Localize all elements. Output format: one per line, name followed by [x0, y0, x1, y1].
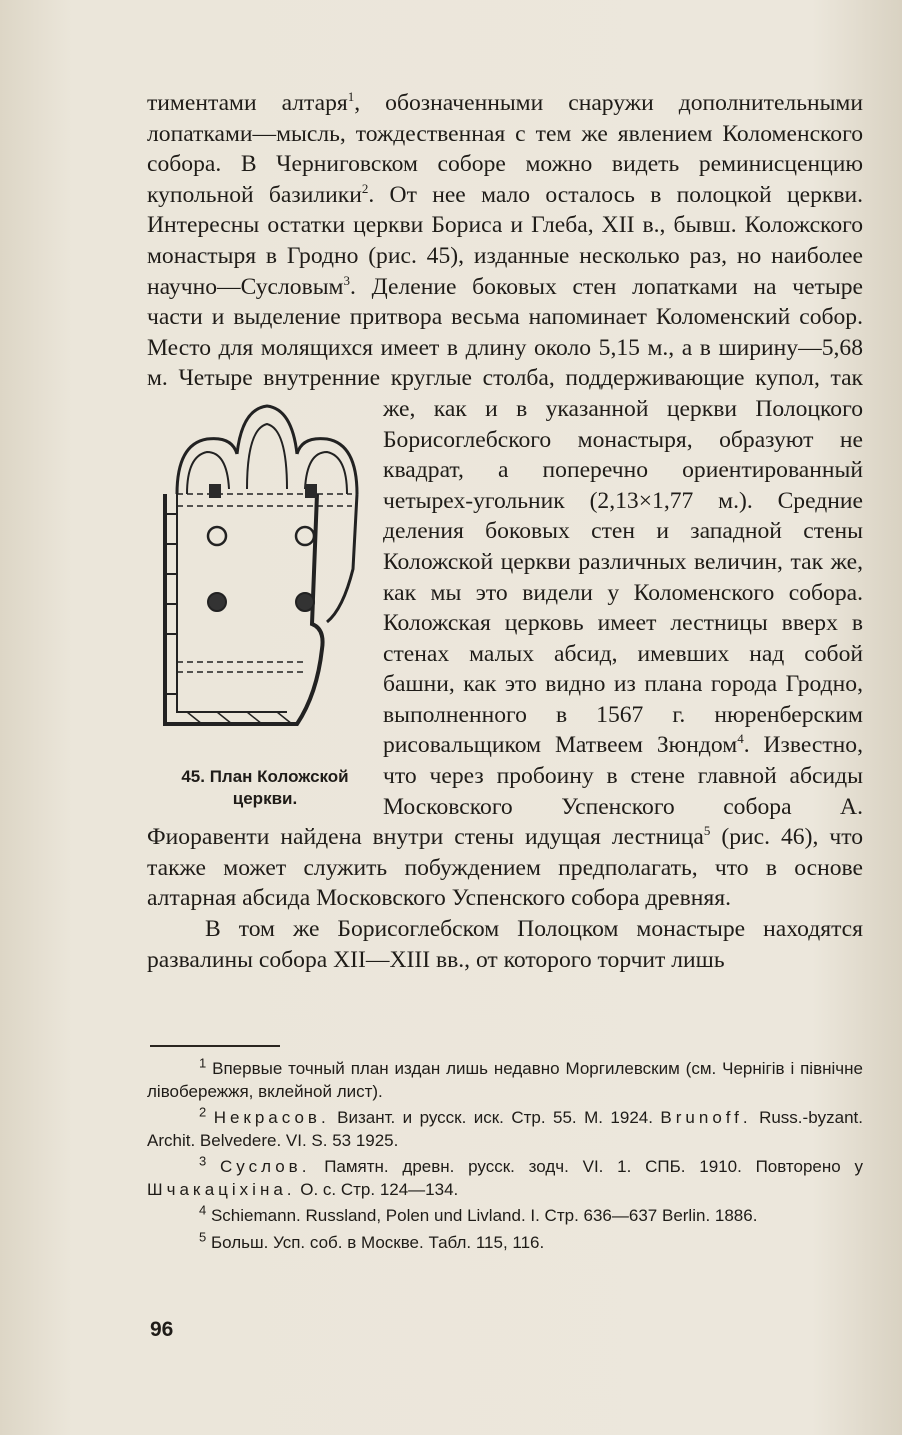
footnote-author: Некрасов. [213, 1108, 330, 1127]
footnote-number: 5 [199, 1228, 207, 1244]
caption-line-1: 45. План Коложской [181, 766, 349, 786]
footnote-number: 1 [199, 1055, 207, 1071]
church-floor-plan-icon [147, 394, 383, 764]
footnote-5 [147, 1228, 863, 1255]
footnote-text: Впервые точный план издан лишь недавно Моргилевским (см. Чернігів і північне лівобережжя, вклейной лист). [147, 1059, 863, 1101]
paragraph-1 [147, 88, 863, 914]
page-number: 96 [150, 1318, 174, 1341]
footnote-author: Brunoff. [660, 1108, 752, 1127]
footnote-number: 2 [199, 1104, 207, 1120]
caption-line-2: церкви. [232, 788, 298, 808]
footnote-3 [147, 1153, 863, 1201]
text-run: тиментами алтаря [147, 90, 348, 116]
footnote-author: Шчакаціхіна. [147, 1179, 296, 1199]
text-run: . От нее мало осталось в полоцкой церкви. Интересны остатки церкви Бориса и Глеба, XII в., бывш. Коложского монастыря в Гродно (рис. 45), изданные несколько раз, но наиболее научно—Сусловым [147, 181, 863, 300]
figure-45 [147, 394, 383, 814]
text-run: . Деление боковых стен лопатками на четыре части и выделение притвора весьма напоминает Коломенский собор. Место для молящихся имеет в длину около 5,15 м., а в ширину—5,68 м. Четыре внутренние круглые столба, поддерживающие купол, так же, как и [147, 273, 863, 422]
footnote-ref: 1 [347, 89, 355, 105]
footnote-2 [147, 1104, 864, 1152]
footnote-ref: 3 [343, 272, 350, 288]
footnote-number: 4 [199, 1202, 207, 1218]
footnote-text: Russ.-byzant. Archit. Belvedere. VI. S. 53 1925. [147, 1108, 864, 1150]
footnote-ref: 2 [361, 180, 369, 196]
text-run: (рис. 46), что также может служить побуждением предполагать, что в основе алтарная абсида Московского Успенского собора древняя. [147, 824, 864, 912]
footnote-1 [147, 1055, 863, 1103]
footnote-ref: 5 [703, 823, 711, 839]
footnote-text: О. с. Стр. 124—134. [295, 1179, 459, 1199]
figure-caption [147, 766, 383, 810]
footnote-text: Памятн. древн. русск. зодч. VI. 1. СПБ. 1910. Повторено у [310, 1157, 863, 1176]
paragraph-2: В том же Борисоглебском Полоцком монастыре находятся развалины собора XII—XIII вв., от которого торчит лишь [147, 916, 863, 973]
footnotes [147, 1055, 864, 1258]
text-run: в указанной церкви Полоцкого Борисоглебского монастыря, образуют не квадрат, а поперечно ориентированный четырех-угольник (2,13×1,77 м.). Средние деления боковых стен и западной стены Коложской церкви различных величин, так же, как мы это видели у Коломенского собора. Коложская церковь имеет лестницы вверх в стенах малых абсид, имевших над собой башни, как это видно из плана города Гродно, выполненного в 1567 г. нюренберским рисовальщиком Матвеем Зюндом [383, 395, 863, 759]
footnote-author: Суслов. [220, 1157, 311, 1176]
footnote-number: 3 [199, 1153, 207, 1169]
footnote-text: Больш. Усп. соб. в Москве. Табл. 115, 116. [210, 1232, 545, 1252]
text-run: , обозначенными снаружи дополнительными лопатками—мысль, тождественная с тем же явлением Коломенского собора. В Черниговском соборе можно видеть реминисценцию купольной базилики [147, 90, 863, 208]
footnote-separator [150, 1045, 280, 1047]
footnote-4 [147, 1202, 863, 1228]
footnote-text: Schiemann. Russland, Polen und Livland. I. Стр. 636—637 Berlin. 1886. [210, 1206, 758, 1225]
footnote-text: Визант. и русск. иск. Стр. 55. М. 1924. [329, 1108, 661, 1127]
footnote-ref: 4 [737, 731, 744, 747]
main-text [147, 88, 863, 975]
text-run: . Известно, что через пробоину в стене главной абсиды Московского Успенского собора А. Фиоравенти найдена внутри стены идущая лестница [147, 732, 863, 851]
